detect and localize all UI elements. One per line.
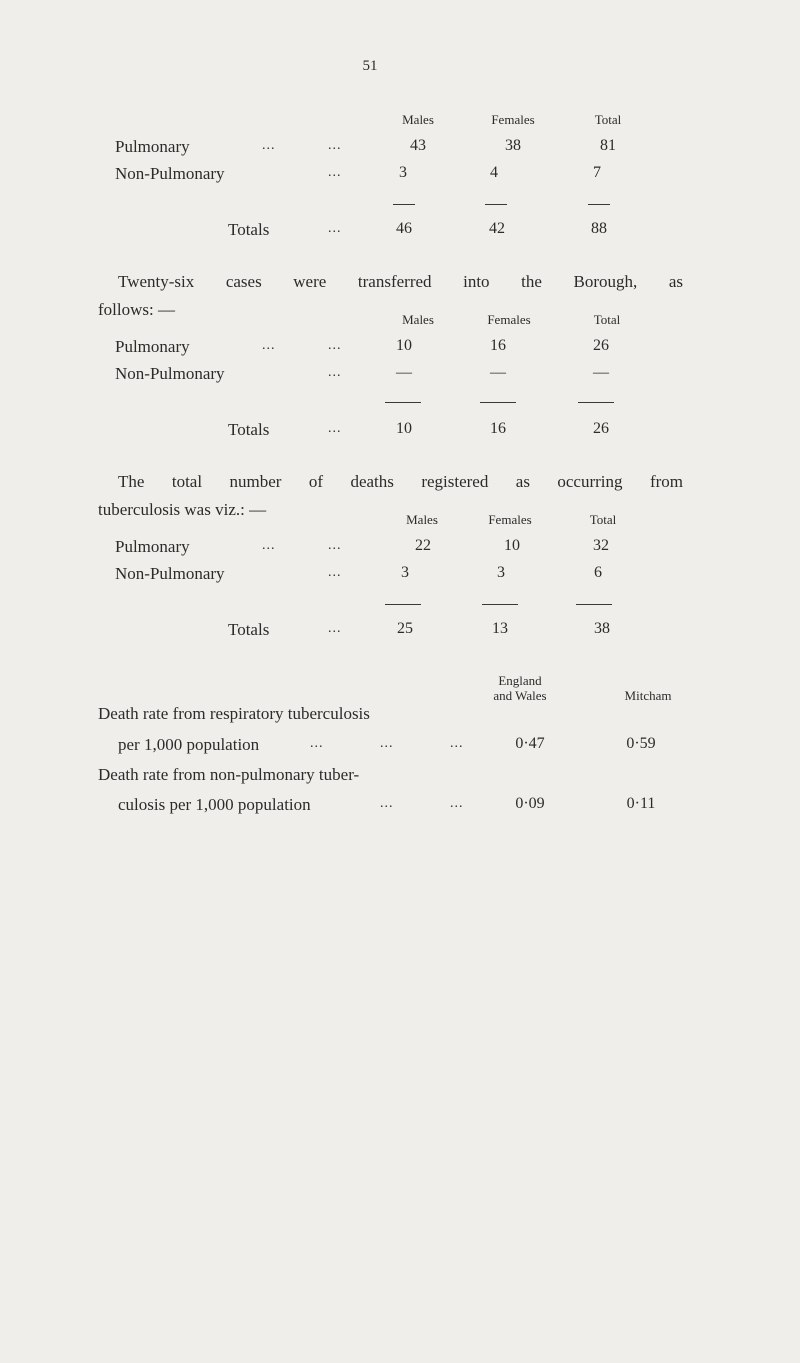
cell-males: — <box>396 364 412 381</box>
transferred-text-line2: follows: — <box>98 300 175 319</box>
row-label-pulmonary: Pulmonary <box>115 537 190 556</box>
sum-rule <box>485 204 507 205</box>
cell-total: 26 <box>593 337 609 354</box>
leader-dots: ... <box>328 338 342 353</box>
header-mitcham: Mitcham <box>624 688 672 703</box>
header-males: Males <box>406 512 438 527</box>
leader-dots: ... <box>310 736 324 751</box>
row-label-pulmonary: Pulmonary <box>115 137 190 156</box>
header-england-wales-line1: England <box>498 673 542 688</box>
cell-females-total: 42 <box>489 220 505 237</box>
leader-dots: ... <box>380 796 394 811</box>
cell-total: 32 <box>593 537 609 554</box>
cell-males: 22 <box>415 537 431 554</box>
cell-males: 3 <box>401 564 409 581</box>
leader-dots: ... <box>450 736 464 751</box>
cell-males: 43 <box>410 137 426 154</box>
sum-rule <box>576 604 612 605</box>
leader-dots: ... <box>328 565 342 580</box>
leader-dots: ... <box>450 796 464 811</box>
deaths-text-line2: tuberculosis was viz.: — <box>98 500 267 519</box>
cell-total: 7 <box>593 164 601 181</box>
cell-total: 6 <box>594 564 602 581</box>
header-females: Females <box>491 112 535 127</box>
cell-males: 3 <box>399 164 407 181</box>
totals-label: Totals <box>228 620 270 639</box>
rate-row-label: per 1,000 population <box>118 735 260 754</box>
leader-dots: ... <box>380 736 394 751</box>
header-total: Total <box>593 312 621 327</box>
header-total: Total <box>589 512 617 527</box>
header-males: Males <box>402 312 434 327</box>
leader-dots: ... <box>262 138 276 153</box>
row-label-non-pulmonary: Non-Pulmonary <box>115 564 225 583</box>
sum-rule <box>385 402 421 403</box>
sum-rule <box>578 402 614 403</box>
leader-dots: ... <box>328 421 342 436</box>
totals-label: Totals <box>228 220 270 239</box>
cell-england-wales: 0·09 <box>515 795 545 812</box>
notified-table <box>0 0 800 260</box>
cell-mitcham: 0·59 <box>626 735 656 752</box>
deaths-table <box>0 500 800 650</box>
header-total: Total <box>594 112 622 127</box>
header-males: Males <box>402 112 434 127</box>
sum-rule <box>385 604 421 605</box>
rate-row-label: Death rate from respiratory tuberculosis <box>98 704 370 723</box>
sum-rule <box>480 402 516 403</box>
sum-rule <box>588 204 610 205</box>
cell-total: — <box>593 364 609 381</box>
cell-females: 4 <box>490 164 498 181</box>
transferred-text-line1: Twenty-six cases were transferred into the Borough, as <box>118 272 683 291</box>
cell-total-total: 88 <box>591 220 607 237</box>
death-rates-table <box>0 660 800 790</box>
cell-total-total: 26 <box>593 420 609 437</box>
row-label-pulmonary: Pulmonary <box>115 337 190 356</box>
sum-rule <box>393 204 415 205</box>
leader-dots: ... <box>328 138 342 153</box>
deaths-text-line1: The total number of deaths registered as occurring from <box>118 472 683 491</box>
transferred-table <box>0 300 800 460</box>
header-females: Females <box>487 312 531 327</box>
header-females: Females <box>488 512 532 527</box>
page-number: 51 <box>362 58 378 74</box>
cell-males-total: 25 <box>397 620 413 637</box>
leader-dots: ... <box>328 221 342 236</box>
leader-dots: ... <box>328 621 342 636</box>
cell-males-total: 10 <box>396 420 412 437</box>
leader-dots: ... <box>262 338 276 353</box>
cell-females: 38 <box>505 137 521 154</box>
totals-label: Totals <box>228 420 270 439</box>
cell-total: 81 <box>600 137 616 154</box>
leader-dots: ... <box>262 538 276 553</box>
sum-rule <box>482 604 518 605</box>
cell-females: 3 <box>497 564 505 581</box>
cell-mitcham: 0·11 <box>626 795 656 812</box>
cell-males: 10 <box>396 337 412 354</box>
cell-total-total: 38 <box>594 620 610 637</box>
leader-dots: ... <box>328 165 342 180</box>
row-label-non-pulmonary: Non-Pulmonary <box>115 164 225 183</box>
cell-females-total: 16 <box>490 420 506 437</box>
header-england-wales-line2: and Wales <box>493 688 547 703</box>
rate-row-label: Death rate from non-pulmonary tuber- <box>98 765 360 784</box>
cell-england-wales: 0·47 <box>515 735 545 752</box>
rate-row-label: culosis per 1,000 population <box>118 795 311 814</box>
cell-males-total: 46 <box>396 220 412 237</box>
cell-females: 16 <box>490 337 506 354</box>
leader-dots: ... <box>328 538 342 553</box>
cell-females-total: 13 <box>492 620 508 637</box>
cell-females: 10 <box>504 537 520 554</box>
row-label-non-pulmonary: Non-Pulmonary <box>115 364 225 383</box>
leader-dots: ... <box>328 365 342 380</box>
cell-females: — <box>490 364 506 381</box>
